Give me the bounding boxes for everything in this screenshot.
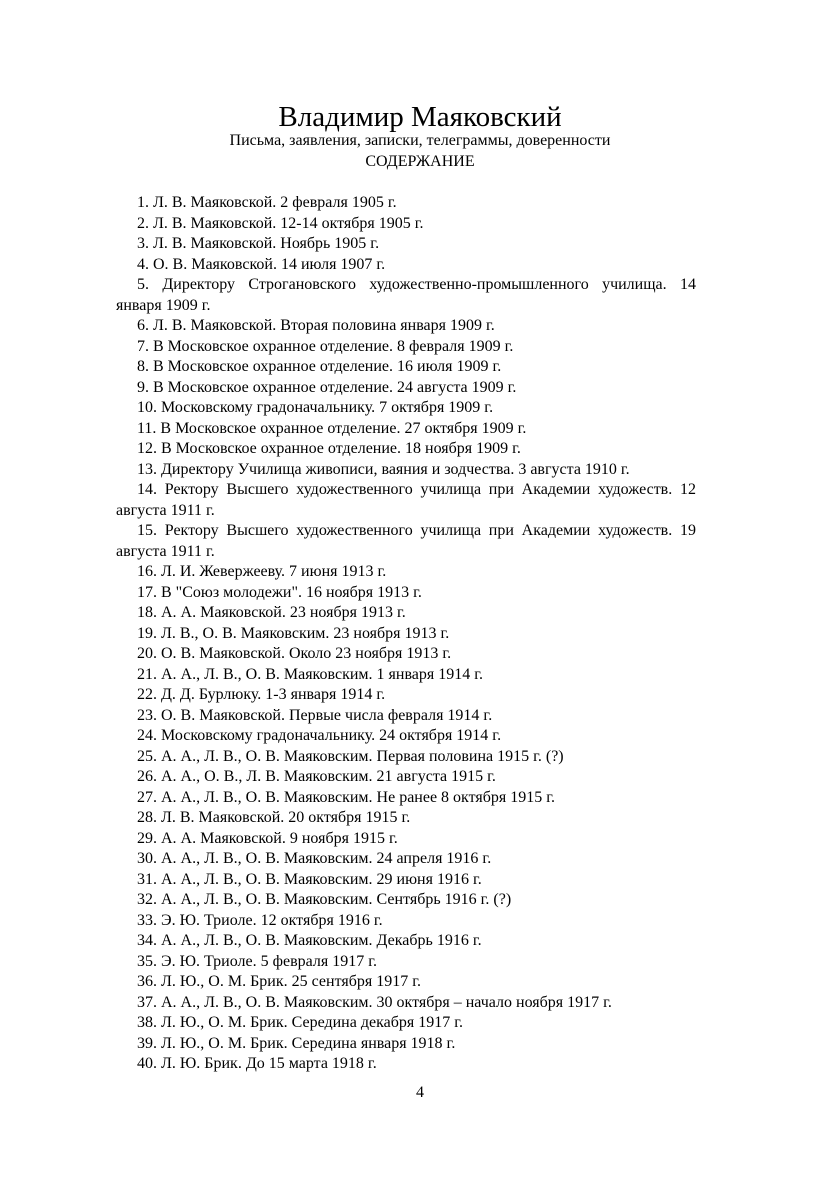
- toc-entry: 24. Московскому градоначальнику. 24 октября 1914 г.: [137, 727, 502, 744]
- toc-entry: 13. Директору Училища живописи, ваяния и зодчества. 3 августа 1910 г.: [137, 460, 630, 478]
- toc-entry: 11. В Московское охранное отделение. 27 октября 1909 г.: [137, 419, 527, 437]
- toc-entry: 32. А. А., Л. В., О. В. Маяковским. Сентябрь 1916 г. (?): [137, 891, 512, 908]
- toc-entry: 2. Л. В. Маяковской. 12-14 октября 1905 г.: [137, 214, 424, 232]
- document-title: Владимир Маяковский: [278, 101, 562, 133]
- toc-entry: 16. Л. И. Жевержееву. 7 июня 1913 г.: [137, 563, 387, 580]
- toc-entry: 19. Л. В., О. В. Маяковским. 23 ноября 1913 г.: [137, 624, 450, 642]
- toc-entry: 20. О. В. Маяковской. Около 23 ноября 1913 г.: [137, 645, 452, 662]
- table-of-contents: [116, 193, 696, 1075]
- toc-entry: 26. А. А., О. В., Л. В. Маяковским. 21 августа 1915 г.: [137, 768, 496, 785]
- toc-entry: 22. Д. Д. Бурлюку. 1-3 января 1914 г.: [137, 686, 386, 703]
- toc-entry: 25. А. А., Л. В., О. В. Маяковским. Первая половина 1915 г. (?): [137, 747, 564, 765]
- toc-entry: 4. О. В. Маяковской. 14 июля 1907 г.: [137, 255, 386, 273]
- toc-entry: 15. Ректору Высшего художественного училища при Академии художеств. 19 августа 1911 г.: [116, 522, 696, 560]
- toc-entry: 39. Л. Ю., О. М. Брик. Середина января 1918 г.: [137, 1034, 456, 1052]
- toc-entry: 36. Л. Ю., О. М. Брик. 25 сентября 1917 г.: [137, 973, 421, 990]
- toc-entry: 23. О. В. Маяковской. Первые числа февраля 1914 г.: [137, 706, 493, 724]
- toc-entry: 30. А. А., Л. В., О. В. Маяковским. 24 апреля 1916 г.: [137, 850, 492, 867]
- toc-entry: 14. Ректору Высшего художественного училища при Академии художеств. 12 августа 1911 г.: [116, 481, 696, 519]
- toc-entry: 38. Л. Ю., О. М. Брик. Середина декабря 1917 г.: [137, 1014, 463, 1031]
- toc-entry: 1. Л. В. Маяковской. 2 февраля 1905 г.: [137, 194, 397, 211]
- toc-entry: 18. А. А. Маяковской. 23 ноября 1913 г.: [137, 604, 406, 621]
- toc-entry: 35. Э. Ю. Триоле. 5 февраля 1917 г.: [137, 952, 377, 970]
- toc-entry: 10. Московскому градоначальнику. 7 октября 1909 г.: [137, 399, 494, 416]
- toc-entry: 8. В Московское охранное отделение. 16 июля 1909 г.: [137, 358, 502, 375]
- page-number: 4: [416, 1084, 424, 1101]
- toc-entry: 6. Л. В. Маяковской. Вторая половина января 1909 г.: [137, 317, 495, 334]
- toc-entry: 34. А. А., Л. В., О. В. Маяковским. Декабрь 1916 г.: [137, 932, 482, 949]
- toc-entry: 7. В Московское охранное отделение. 8 февраля 1909 г.: [137, 337, 514, 355]
- toc-entry: 21. А. А., Л. В., О. В. Маяковским. 1 января 1914 г.: [137, 665, 484, 683]
- toc-entry: 27. А. А., Л. В., О. В. Маяковским. Не ранее 8 октября 1915 г.: [137, 788, 556, 806]
- toc-entry: 12. В Московское охранное отделение. 18 ноября 1909 г.: [137, 440, 521, 457]
- toc-entry: 37. А. А., Л. В., О. В. Маяковским. 30 октября – начало ноября 1917 г.: [137, 993, 612, 1011]
- contents-heading: СОДЕРЖАНИЕ: [365, 153, 475, 170]
- toc-entry: 33. Э. Ю. Триоле. 12 октября 1916 г.: [137, 911, 383, 929]
- toc-entry: 31. А. А., Л. В., О. В. Маяковским. 29 июня 1916 г.: [137, 870, 482, 888]
- toc-entry: 40. Л. Ю. Брик. До 15 марта 1918 г.: [137, 1055, 377, 1072]
- toc-entry: 28. Л. В. Маяковской. 20 октября 1915 г.: [137, 809, 411, 826]
- toc-entry: 9. В Московское охранное отделение. 24 августа 1909 г.: [137, 378, 517, 396]
- toc-entry: 29. А. А. Маяковской. 9 ноября 1915 г.: [137, 829, 398, 847]
- document-subtitle: Письма, заявления, записки, телеграммы, доверенности: [229, 132, 611, 149]
- toc-entry: 17. В "Союз молодежи". 16 ноября 1913 г.: [137, 583, 422, 601]
- toc-entry: 3. Л. В. Маяковской. Ноябрь 1905 г.: [137, 235, 380, 252]
- toc-entry: 5. Директору Строгановского художественно-промышленного училища. 14 января 1909 г.: [116, 276, 696, 314]
